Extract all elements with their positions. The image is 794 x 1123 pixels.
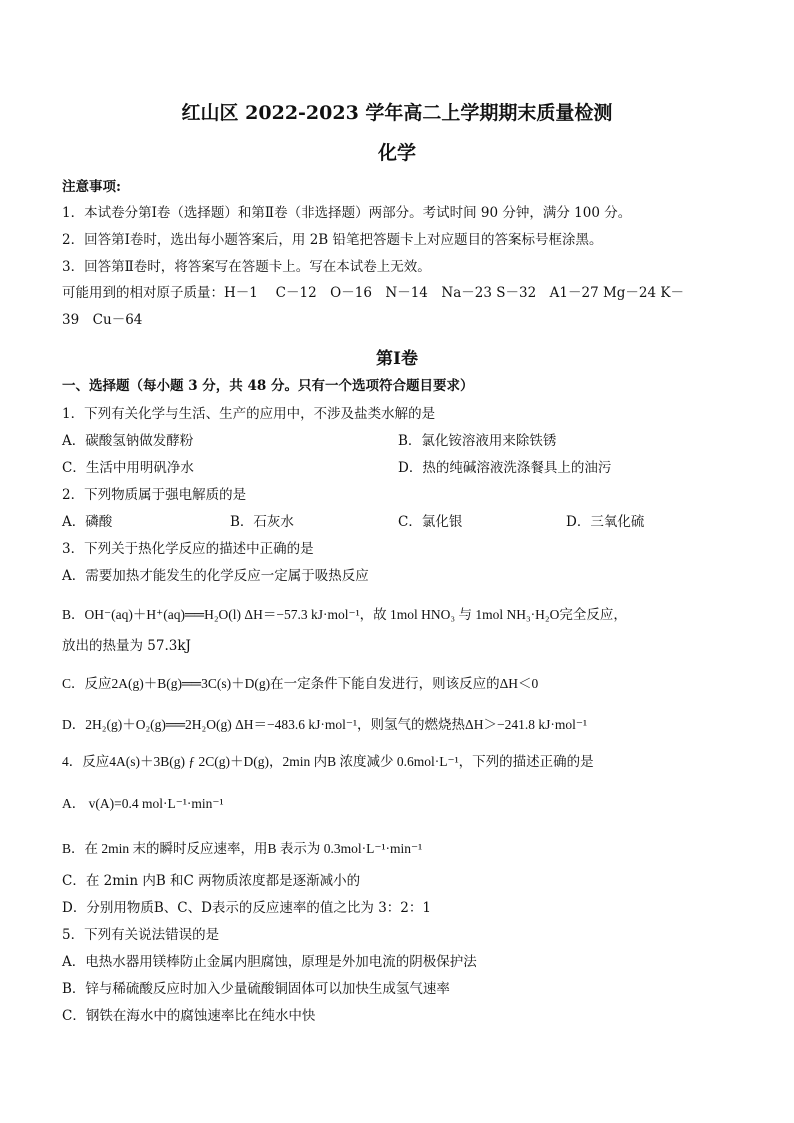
- question-stem: 1．下列有关化学与生活、生产的应用中，不涉及盐类水解的是: [62, 406, 436, 422]
- question-stem: 2．下列物质属于强电解质的是: [62, 487, 247, 503]
- question-stem: 4．反应4A(s)＋3B(g) ƒ 2C(g)＋D(g)，2min 内B 浓度减少 0.6mol·L⁻¹，下列的描述正确的是: [62, 754, 594, 769]
- option-c: C．在 2min 内B 和C 两物质浓度都是逐渐减小的: [62, 873, 361, 889]
- option-c: C．生活中用明矾净水: [62, 460, 194, 476]
- option-b: B．锌与稀硫酸反应时加入少量硫酸铜固体可以加快生成氢气速率: [62, 981, 450, 997]
- section-heading: 一、选择题（每小题 3 分，共 48 分。只有一个选项符合题目要求）: [62, 378, 474, 394]
- question-stem: 3．下列关于热化学反应的描述中正确的是: [62, 541, 314, 557]
- option-b: B．石灰水: [230, 514, 294, 530]
- subject-title: 化学: [377, 142, 416, 164]
- option-a: A．磷酸: [62, 514, 113, 530]
- note-item: 1．本试卷分第Ⅰ卷（选择题）和第Ⅱ卷（非选择题）两部分。考试时间 90 分钟，满分 100 分。: [62, 205, 632, 221]
- note-item: 2．回答第Ⅰ卷时，选出每小题答案后，用 2B 铅笔把答题卡上对应题目的答案标号框涂黑。: [62, 232, 603, 248]
- note-item: 3．回答第Ⅱ卷时，将答案写在答题卡上。写在本试卷上无效。: [62, 259, 431, 275]
- option-c: C．钢铁在海水中的腐蚀速率比在纯水中快: [62, 1008, 316, 1024]
- option-b: B．氯化铵溶液用来除铁锈: [398, 433, 557, 449]
- option-c: C．氯化银: [398, 514, 463, 530]
- question-stem: 5．下列有关说法错误的是: [62, 927, 220, 943]
- option-a: A．需要加热才能发生的化学反应一定属于吸热反应: [62, 568, 369, 584]
- part1-heading: 第Ⅰ卷: [376, 349, 418, 369]
- option-d: D．分别用物质B、C、D表示的反应速率的值之比为 3：2：1: [62, 900, 431, 916]
- option-c: C．反应2A(g)＋B(g)══3C(s)＋D(g)在一定条件下能自发进行，则该反应的ΔH＜0: [62, 676, 539, 691]
- atomic-masses: 可能用到的相对原子质量：H－1 C－12 O－16 N－14 Na－23 S－32 A1－27 Mg－24 K－: [62, 285, 684, 301]
- atomic-masses-cont: 39 Cu－64: [62, 312, 143, 328]
- exam-title: 红山区 2022-2023 学年高二上学期期末质量检测: [181, 102, 613, 124]
- notes-heading: 注意事项:: [62, 179, 121, 195]
- option-a: A．碳酸氢钠做发酵粉: [62, 433, 194, 449]
- option-d: D．三氧化硫: [566, 514, 645, 530]
- option-d: D．热的纯碱溶液洗涤餐具上的油污: [398, 460, 612, 476]
- option-a: A．电热水器用镁棒防止金属内胆腐蚀，原理是外加电流的阴极保护法: [62, 954, 477, 970]
- option-b: B．OH⁻(aq)＋H⁺(aq)══H₂O(l) ΔH＝−57.3 kJ·mol⁻¹，故 1mol HNO₃ 与 1mol NH₃·H₂O完全反应，: [62, 607, 627, 622]
- option-b: B．在 2min 末的瞬时反应速率，用B 表示为 0.3mol·L⁻¹·min⁻¹: [62, 841, 423, 856]
- option-b-cont: 放出的热量为 57.3kJ: [62, 638, 191, 654]
- option-d: D．2H₂(g)＋O₂(g)══2H₂O(g) ΔH＝−483.6 kJ·mol⁻¹，则氢气的燃烧热ΔH＞−241.8 kJ·mol⁻¹: [62, 717, 588, 732]
- option-a: A． v(A)=0.4 mol·L⁻¹·min⁻¹: [62, 796, 224, 811]
